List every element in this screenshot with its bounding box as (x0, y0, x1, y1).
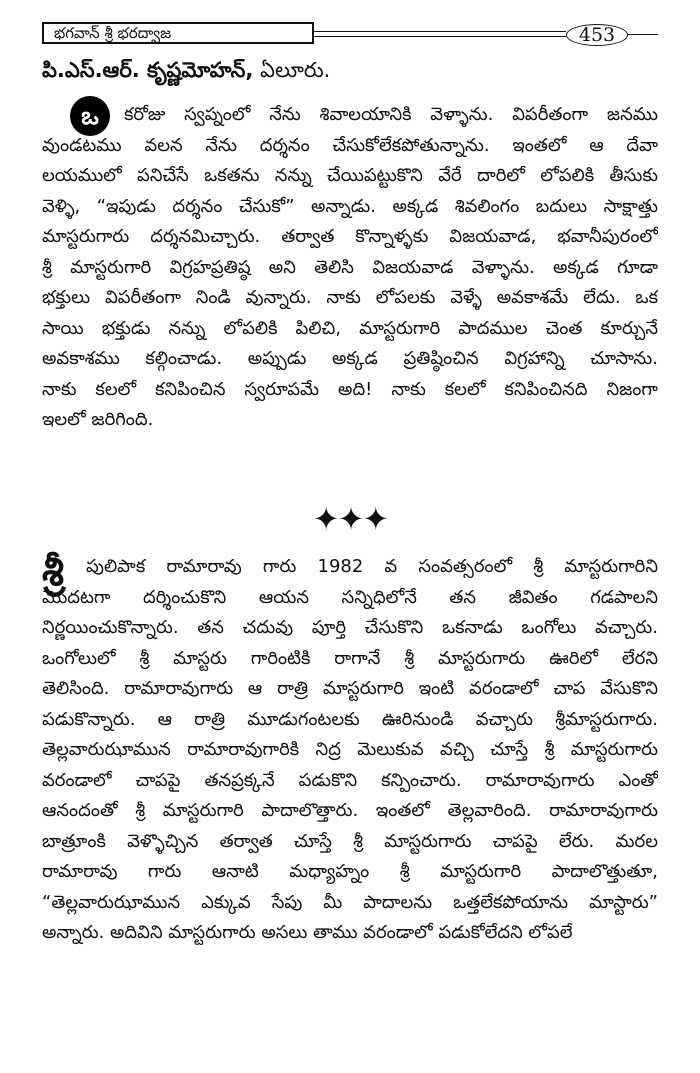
text-line: ఇలలో జరిగింది. (42, 409, 154, 430)
header-rule-right (628, 34, 658, 35)
ornament-separator: ✦✦✦ (312, 500, 388, 538)
story-2-text (42, 552, 658, 949)
text-line: తెలిసింది. రామారావుగారు ఆ రాత్రి మాస్టరుగారి ఇంటి వరండాలో చాప వేసుకొని (42, 678, 658, 699)
text-line: రామారావు గారు ఆనాటి మధ్యాహ్నం శ్రీ మాస్టరుగారి పాదాలొత్తుతూ, (42, 861, 658, 882)
author-place: ఏలూరు. (260, 58, 331, 82)
text-line: మాస్టరుగారు దర్శనమిచ్చారు. తర్వాత కొన్నాళ్ళకు విజయవాడ, భవానీపురంలో (42, 226, 658, 247)
text-line: అన్నారు. అదివిని మాస్టరుగారు అసలు తాము వరండాలో పడుకోలేదని లోపలే (42, 922, 573, 943)
text-line: నిర్ణయించుకొన్నారు. తన చదువు పూర్తి చేసుకొని ఒకనాడు ఒంగోలు వచ్చారు. (42, 617, 658, 638)
text-line: అవకాశము కల్గించాడు. అప్పుడు అక్కడ ప్రతిష్ఠించిన విగ్రహాన్ని చూసాను. (42, 348, 658, 369)
dropcap-shri: శ్రీ (42, 549, 64, 595)
story-1-text (42, 100, 658, 436)
text-line: భక్తులు విపరీతంగా నిండి వున్నారు. నాకు లోపలకు వెళ్ళే అవకాశమే లేదు. ఒక (42, 287, 658, 308)
text-line: తెల్లవారుఝామున రామారావుగారికి నిద్ర మెలుకువ వచ్చి చూస్తే శ్రీ మాస్టరుగారు (42, 739, 658, 760)
text-line: కరోజు స్వప్నంలో నేను శివాలయానికి వెళ్ళాను. విపరీతంగా జనము (124, 104, 658, 125)
dropcap-circle-letter: ఒ (70, 96, 110, 136)
header-rule-lower (314, 36, 566, 37)
text-line: “తెల్లవారుఝామున ఎక్కువ సేపు మీ పాదాలను ఒత్తలేకపోయాను మాస్టారు” (42, 891, 658, 913)
text-line: మొదటగా దర్శించుకొని ఆయన సన్నిధిలోనే తన జీవితం గడపాలని (42, 586, 658, 608)
text-line: ఆనందంతో శ్రీ మాస్టరుగారి పాదాలొత్తారు. ఇంతలో తెల్లవారింది. రామారావుగారు (42, 800, 658, 821)
text-line: లయములో పనిచేసే ఒకతను నన్ను చేయిపట్టుకొని వేరే దారిలో లోపలికి తీసుకు (42, 165, 658, 186)
author-name: పి.ఎస్.ఆర్. కృష్ణమోహన్, (42, 58, 254, 82)
text-line: వుండటము వలన నేను దర్శనం చేసుకోలేకపోతున్నాను. ఇంతలో ఆ దేవా (42, 134, 658, 156)
text-line: సాయి భక్తుడు నన్ను లోపలికి పిలిచి, మాస్టరుగారి పాదముల చెంత కూర్చునే (42, 317, 658, 339)
text-line: వెళ్ళి, “ఇపుడు దర్శనం చేసుకో” అన్నాడు. అక్కడ శివలింగం బదులు సాక్షాత్తు (42, 195, 658, 217)
text-line: పులిపాక రామారావు గారు 1982 వ సంవత్సరంలో శ్రీ మాస్టరుగారిని (86, 556, 658, 577)
book-title: భగవాన్ శ్రీ భరద్వాజ (42, 22, 314, 44)
author-line (42, 58, 330, 88)
header-rule (314, 31, 566, 32)
text-line: ఒంగోలులో శ్రీ మాస్టరు గారింటికి రాగానే శ్రీ మాస్టరుగారు ఊరిలో లేరని (42, 647, 658, 669)
text-line: బాత్రూంకి వెళ్ళొచ్చిన తర్వాత చూస్తే శ్రీ మాస్టరుగారు చాపపై లేరు. మరల (42, 830, 658, 852)
text-line: వరండాలో చాపపై తనప్రక్కనే పడుకొని కన్పించారు. రామారావుగారు ఎంతో (42, 769, 658, 791)
page-header (42, 22, 658, 54)
text-line: పడుకొన్నారు. ఆ రాత్రి మూడుగంటలకు ఊరినుండి వచ్చారు శ్రీమాస్టరుగారు. (42, 708, 658, 730)
text-line: శ్రీ మాస్టరుగారి విగ్రహప్రతిష్ఠ అని తెలిసి విజయవాడ వెళ్ళాను. అక్కడ గూడా (42, 256, 658, 278)
text-line: నాకు కలలో కనిపించిన స్వరూపమే అది! నాకు కలలో కనిపించినది నిజంగా (42, 378, 658, 400)
page-number: 453 (566, 24, 628, 46)
